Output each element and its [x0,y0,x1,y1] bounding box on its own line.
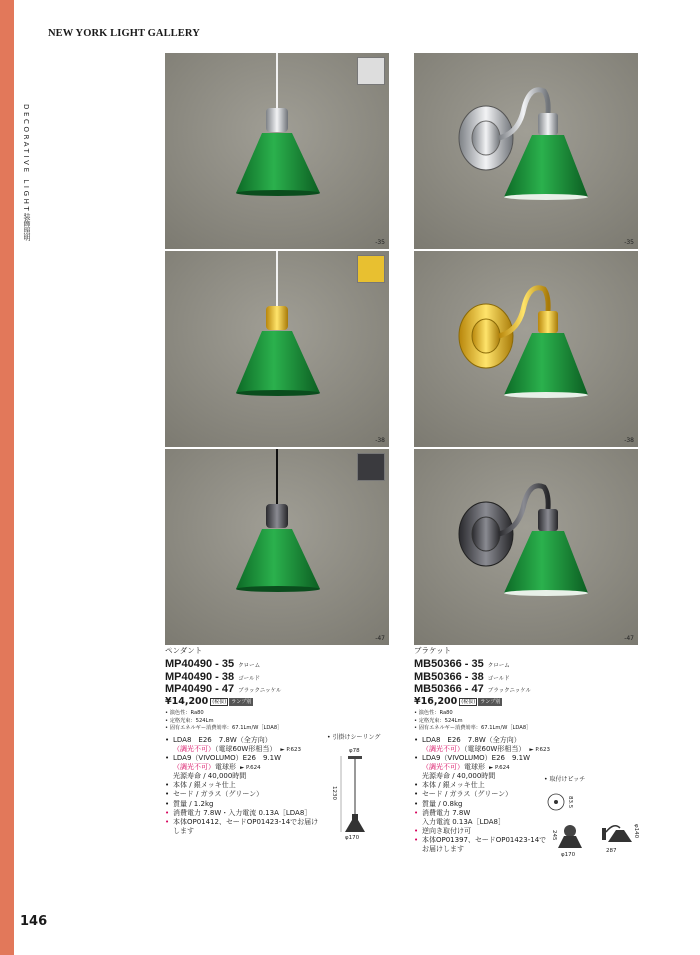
vertical-category-en: DECORATIVE LIGHT [22,104,30,214]
model-code: MP40490 - 38 ゴールド [165,670,260,683]
pendant-dimension-diagram: • 引掛けシーリング φ78 1230 φ170 [327,734,381,841]
feature-list: • LDA8 E26 7.8W（全方向） （調光不可）（電球60W形相当） ► P.623 • LDA9（VIVOLUMO）E26 9.1W （調光不可）電球形 ► P.624 光源寿命 / 40,000時間 • 本体 / 銀メッキ仕上 • セード / ガラス（グリーン） • 質量 / 0.8kg • 消費電力 7.8W 入力電流 0.13A［LDA8］ • 逆向き取付け可 • 本体OP01397、セードOP01423-14で お届けします [414,736,554,854]
pendant-photo-chrome [165,53,389,249]
photo-code: -47 [375,635,385,642]
vertical-category-jp: 装飾照明 [23,213,31,241]
model-code: MB50366 - 47 ブラックニッケル [414,683,532,695]
bracket-info [414,646,654,858]
model-code: MP40490 - 35 クローム [165,658,261,671]
price: ¥14,200 (税抜) ランプ別 [165,696,252,708]
page-header: NEW YORK LIGHT GALLERY [48,28,200,39]
bracket-photo-black-nickel [414,449,638,645]
finish-swatch-icon [357,255,385,283]
photo-code: -35 [624,239,634,246]
pendant-info [165,646,405,841]
bracket-dimension-diagram: • 取付けピッチ 83.5 245 φ170 287 φ140 [544,776,639,858]
category-label: ブラケット [414,646,452,655]
finish-swatch-icon [357,453,385,481]
feature-list: • LDA8 E26 7.8W（全方向） （調光不可）（電球60W形相当） ► P.623 • LDA9（VIVOLUMO）E26 9.1W （調光不可）電球形 ► P.624 光源寿命 / 40,000時間 • 本体 / 銀メッキ仕上 • セード / ガラス（グリーン） • 質量 / 1.2kg • 消費電力 7.8W・入力電流 0.13A［LDA8］ • 本体OP01412、セードOP01423-14でお届けします [165,736,325,836]
page-number: 146 [20,914,48,929]
spec-list: • 演色性：Ra80 • 定格光束：524Lm • 固有エネルギー消費効率：67.1Lm/W［LDA8］ [165,710,283,732]
model-code: MB50366 - 38 ゴールド [414,670,510,683]
bracket-photo-chrome [414,53,638,249]
category-label: ペンダント [165,646,203,655]
photo-code: -35 [375,239,385,246]
price: ¥16,200 (税抜) ランプ別 [414,696,501,708]
pendant-photo-gold [165,251,389,447]
photo-code: -47 [624,635,634,642]
finish-swatch-icon [357,57,385,85]
photo-code: -38 [624,437,634,444]
spec-list: • 演色性：Ra80 • 定格光束：524Lm • 固有エネルギー消費効率：67.1Lm/W［LDA8］ [414,710,532,732]
model-code: MB50366 - 35 クローム [414,658,510,671]
pendant-photo-black-nickel [165,449,389,645]
side-stripe [0,0,14,955]
bracket-photo-gold [414,251,638,447]
photo-code: -38 [375,437,385,444]
model-code: MP40490 - 47 ブラックニッケル [165,683,282,695]
